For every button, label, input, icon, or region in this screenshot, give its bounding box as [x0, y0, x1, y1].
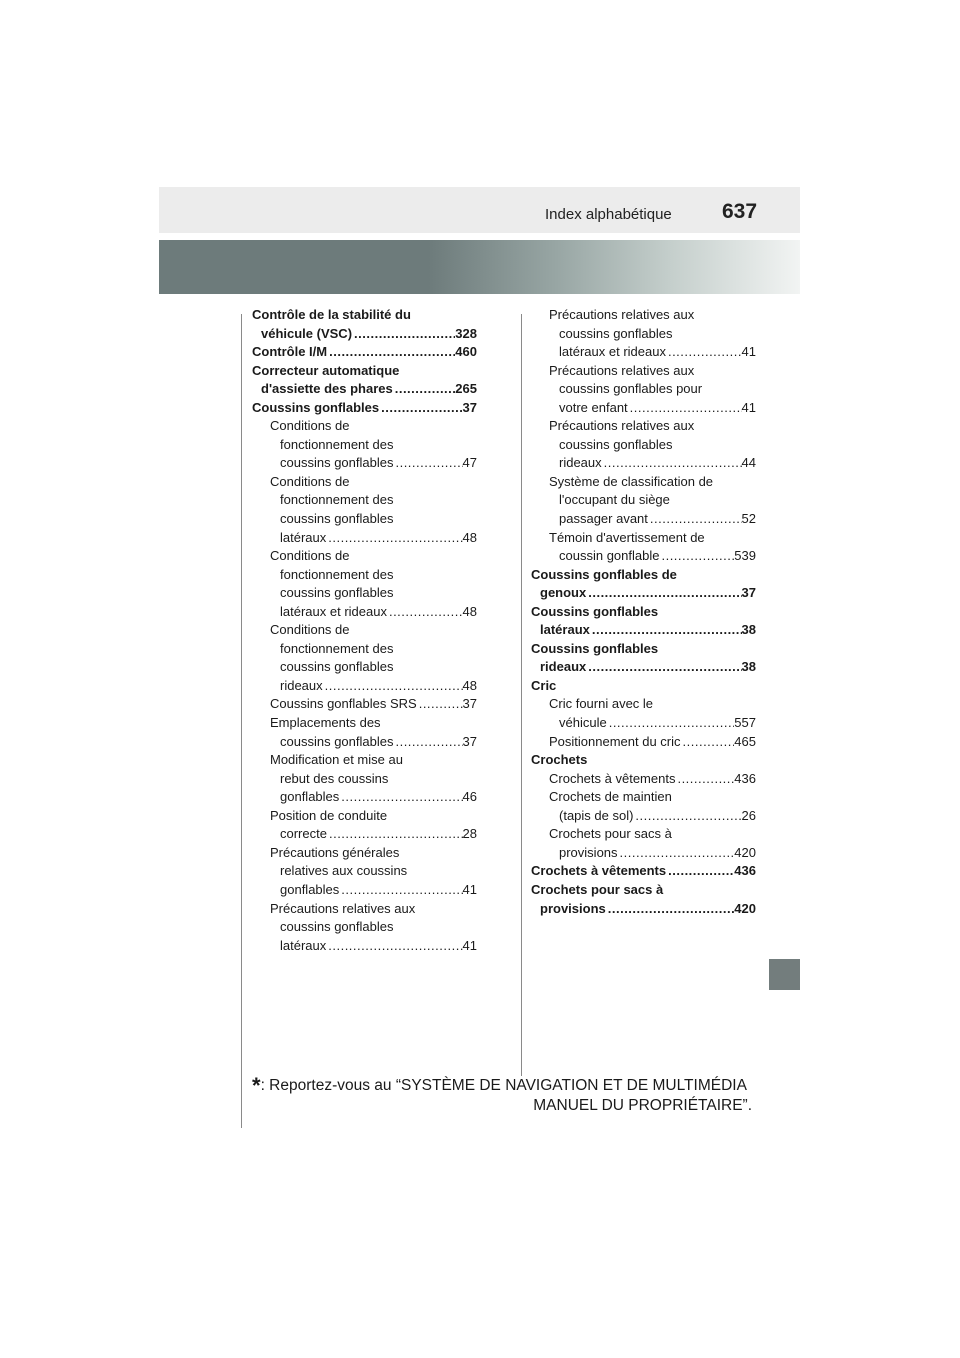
entry-line [531, 510, 756, 529]
index-entry [531, 566, 756, 603]
entry-line [252, 454, 477, 473]
entry-text: genoux [540, 585, 587, 601]
page-reference: 420 [734, 844, 756, 860]
dot-leader [393, 454, 462, 473]
entry-line: Précautions relatives aux [549, 418, 695, 434]
entry-text: coussin gonflable [559, 548, 660, 564]
index-subentry [252, 751, 477, 807]
page-reference: 47 [462, 455, 477, 471]
entry-text: Coussins gonflables SRS [270, 696, 417, 712]
entry-text: d'assiette des phares [261, 381, 393, 397]
index-entry [531, 751, 756, 770]
entry-line: Précautions relatives aux [270, 900, 416, 916]
footnote-text-line2: MANUEL DU PROPRIÉTAIRE”. [533, 1097, 752, 1114]
index-entry [531, 677, 756, 696]
index-entry [531, 603, 756, 640]
entry-line: Coussins gonflables [531, 603, 659, 619]
dot-leader [659, 547, 734, 566]
dot-leader [339, 788, 462, 807]
page-reference: 557 [734, 715, 756, 731]
dot-leader [618, 844, 735, 863]
index-subentry [252, 417, 477, 473]
footnote-text-line1: : Reportez-vous au “SYSTÈME DE NAVIGATION ET DE MULTIMÉDIA [260, 1077, 747, 1094]
index-subentry [531, 362, 756, 418]
page-reference: 48 [462, 677, 477, 693]
entry-text: rideaux [540, 659, 587, 675]
entry-line [531, 844, 756, 863]
dot-leader [352, 325, 455, 344]
index-subentry [531, 788, 756, 825]
page-reference: 38 [741, 622, 756, 638]
section-thumb-tab [769, 959, 800, 990]
entry-line: l'occupant du siège [559, 492, 670, 508]
index-subentry [531, 306, 756, 362]
page-reference: 26 [741, 807, 756, 823]
entry-text: rideaux [280, 677, 323, 693]
index-subentry [531, 733, 756, 752]
index-column-left [252, 306, 477, 955]
page-reference: 44 [741, 455, 756, 471]
entry-line [252, 325, 477, 344]
entry-line: Témoin d'avertissement de [549, 529, 705, 545]
dot-leader [586, 658, 741, 677]
entry-line [531, 862, 756, 881]
footnote [252, 1073, 752, 1116]
entry-line [252, 881, 477, 900]
page-reference: 465 [734, 733, 756, 749]
entry-line [531, 454, 756, 473]
entry-text: gonflables [280, 881, 340, 897]
entry-text: provisions [540, 900, 606, 916]
entry-line: Précautions relatives aux [549, 307, 695, 322]
dot-leader [666, 343, 742, 362]
entry-text: Crochets à vêtements [549, 770, 676, 786]
entry-line: Conditions de [270, 473, 350, 489]
left-margin-rule [241, 314, 242, 1128]
index-entry [252, 306, 477, 343]
entry-line: coussins gonflables [280, 585, 394, 601]
entry-line: coussins gonflables [280, 659, 394, 675]
entry-line: Cric fourni avec le [549, 696, 654, 712]
entry-line: Crochets de maintien [549, 789, 672, 805]
entry-line [252, 677, 477, 696]
entry-line: Coussins gonflables [531, 640, 659, 656]
index-column-right [531, 306, 756, 918]
index-subentry [531, 417, 756, 473]
dot-leader [602, 454, 742, 473]
entry-line [531, 399, 756, 418]
entry-line: Crochets pour sacs à [531, 881, 664, 897]
dot-leader [590, 621, 742, 640]
page-reference: 37 [462, 399, 477, 415]
entry-text: gonflables [280, 789, 340, 805]
entry-line: coussins gonflables pour [559, 381, 703, 397]
entry-line [531, 621, 756, 640]
entry-text: latéraux [540, 622, 590, 638]
entry-line: Conditions de [270, 548, 350, 564]
entry-line: fonctionnement des [280, 640, 394, 656]
entry-line [531, 770, 756, 789]
dot-leader [393, 380, 456, 399]
page-reference: 41 [741, 399, 756, 415]
index-subentry [252, 714, 477, 751]
entry-text: véhicule (VSC) [261, 325, 353, 341]
dot-leader [675, 770, 734, 789]
entry-line: fonctionnement des [280, 492, 394, 508]
entry-line [531, 807, 756, 826]
page-reference: 460 [455, 344, 477, 360]
dot-leader [628, 399, 742, 418]
dot-leader [633, 807, 741, 826]
dot-leader [327, 825, 463, 844]
entry-line: Crochets [531, 752, 588, 768]
entry-line [252, 937, 477, 956]
entry-line: coussins gonflables [280, 511, 394, 527]
entry-text: véhicule [559, 715, 607, 731]
page-reference: 420 [734, 900, 756, 916]
index-entry [252, 399, 477, 418]
dot-leader [607, 714, 735, 733]
entry-line [531, 658, 756, 677]
index-subentry [252, 547, 477, 621]
index-entry [531, 862, 756, 881]
entry-line: coussins gonflables [280, 919, 394, 935]
entry-line: rebut des coussins [280, 770, 389, 786]
page-reference: 52 [741, 511, 756, 527]
entry-text: passager avant [559, 511, 648, 527]
entry-line: coussins gonflables [559, 436, 673, 452]
index-entry [252, 343, 477, 362]
entry-text: Positionnement du cric [549, 733, 681, 749]
page-reference: 265 [455, 381, 477, 397]
entry-line: Système de classification de [549, 473, 714, 489]
entry-line [531, 714, 756, 733]
entry-line [252, 788, 477, 807]
entry-text: (tapis de sol) [559, 807, 634, 823]
dot-leader [417, 695, 463, 714]
index-subentry [252, 807, 477, 844]
entry-line: Précautions générales [270, 844, 400, 860]
entry-line: Crochets pour sacs à [549, 826, 672, 842]
entry-line: fonctionnement des [280, 566, 394, 582]
entry-line: Conditions de [270, 418, 350, 434]
entry-line: relatives aux coussins [280, 863, 408, 879]
entry-line [252, 825, 477, 844]
entry-line: Conditions de [270, 622, 350, 638]
entry-line: fonctionnement des [280, 436, 394, 452]
page-reference: 28 [462, 826, 477, 842]
index-subentry [252, 473, 477, 547]
dot-leader [326, 937, 462, 956]
dot-leader [379, 399, 462, 418]
dot-leader [666, 862, 734, 881]
index-subentry [531, 529, 756, 566]
entry-line [252, 343, 477, 362]
index-subentry [531, 770, 756, 789]
index-subentry [531, 695, 756, 732]
dot-leader [339, 881, 462, 900]
entry-text: Coussins gonflables [252, 399, 380, 415]
entry-line: Correcteur automatique [252, 362, 400, 378]
page-reference: 48 [462, 603, 477, 619]
page-reference: 328 [455, 325, 477, 341]
entry-text: rideaux [559, 455, 602, 471]
entry-line: Contrôle de la stabilité du [252, 307, 411, 322]
entry-line: Cric [531, 677, 557, 693]
page-reference: 41 [462, 881, 477, 897]
dot-leader [606, 900, 735, 919]
entry-text: votre enfant [559, 399, 628, 415]
header-bar [159, 187, 800, 233]
entry-text: correcte [280, 826, 327, 842]
index-entry [531, 640, 756, 677]
column-divider [521, 314, 522, 1076]
index-subentry [252, 695, 477, 714]
page-reference: 37 [462, 696, 477, 712]
index-subentry [531, 473, 756, 529]
decorative-banner [159, 240, 800, 294]
page-reference: 48 [462, 529, 477, 545]
entry-line [252, 380, 477, 399]
entry-text: latéraux [280, 937, 327, 953]
entry-line: Emplacements des [270, 715, 381, 731]
entry-text: latéraux et rideaux [559, 344, 666, 360]
dot-leader [681, 733, 735, 752]
entry-line [252, 399, 477, 418]
page-reference: 436 [734, 863, 756, 879]
page-reference: 37 [741, 585, 756, 601]
entry-line [252, 733, 477, 752]
dot-leader [387, 603, 463, 622]
page-reference: 436 [734, 770, 756, 786]
footnote-marker: * [252, 1073, 261, 1098]
entry-text: Crochets à vêtements [531, 863, 667, 879]
dot-leader [323, 677, 463, 696]
index-subentry [531, 825, 756, 862]
entry-line [531, 733, 756, 752]
dot-leader [326, 529, 462, 548]
dot-leader [327, 343, 455, 362]
entry-text: provisions [559, 844, 618, 860]
page-reference: 38 [741, 659, 756, 675]
entry-text: Contrôle I/M [252, 344, 328, 360]
page-number: 637 [722, 200, 758, 223]
entry-text: coussins gonflables [280, 455, 394, 471]
dot-leader [586, 584, 741, 603]
entry-line [531, 900, 756, 919]
page-reference: 539 [734, 548, 756, 564]
entry-line: Précautions relatives aux [549, 362, 695, 378]
entry-line [531, 343, 756, 362]
index-subentry [252, 621, 477, 695]
entry-text: latéraux et rideaux [280, 603, 387, 619]
entry-line: Modification et mise au [270, 752, 403, 768]
entry-text: latéraux [280, 529, 327, 545]
entry-text: coussins gonflables [280, 733, 394, 749]
entry-line [531, 584, 756, 603]
dot-leader [393, 733, 462, 752]
page-reference: 46 [462, 789, 477, 805]
page-reference: 37 [462, 733, 477, 749]
page-reference: 41 [741, 344, 756, 360]
page-title: Index alphabétique [545, 206, 672, 223]
entry-line [531, 547, 756, 566]
entry-line [252, 695, 477, 714]
page-reference: 41 [462, 937, 477, 953]
index-entry [531, 881, 756, 918]
index-subentry [252, 900, 477, 956]
entry-line: Position de conduite [270, 807, 388, 823]
entry-line [252, 529, 477, 548]
index-subentry [252, 844, 477, 900]
entry-line: Coussins gonflables de [531, 566, 677, 582]
dot-leader [648, 510, 742, 529]
entry-line [252, 603, 477, 622]
entry-line: coussins gonflables [559, 325, 673, 341]
index-entry [252, 362, 477, 399]
